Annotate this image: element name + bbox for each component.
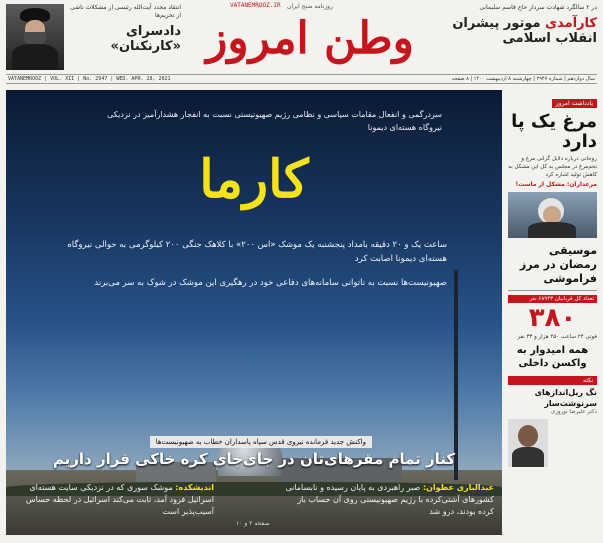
newspaper-logo: وطن امروز — [206, 13, 414, 64]
site-url[interactable]: VATANEMROOZ.IR — [230, 2, 281, 9]
note-tag: نکته — [508, 376, 597, 385]
poster-column-left[interactable] — [14, 482, 214, 518]
main-poster[interactable] — [6, 90, 502, 535]
reactor-chimney — [454, 270, 458, 480]
column-right-text: صبر راهبردی به پایان رسیده و نابسامانی کشورهای آشتی‌کرده با رژیم صهیونیستی روی آن حساب باز کرده بودند، درو شد — [285, 483, 494, 516]
masthead-logo-block — [190, 0, 430, 72]
poster-column-right[interactable] — [284, 482, 494, 518]
cleric-photo — [6, 4, 64, 70]
masthead — [0, 0, 603, 84]
note-headline[interactable]: نگ ریل‌اندازهای سرنوشت‌ساز — [534, 388, 597, 408]
masthead-right-story[interactable] — [437, 4, 597, 46]
sidebar-tag: یادداشت امروز — [552, 99, 597, 108]
vaccine-headline[interactable]: همه امیدوار به واکسن داخلی — [516, 345, 589, 369]
right-story-kicker: در ۲ سالگرد شهادت سردار حاج قاسم سلیمانی — [479, 4, 597, 11]
right-story-headline-2: انقلاب اسلامی — [502, 31, 597, 46]
dateline — [6, 74, 597, 84]
poster-title: کارما — [199, 149, 309, 210]
sidebar-big-headline[interactable]: مرغ یک پا دارد — [511, 111, 597, 152]
covid-count-tag: تعداد کل قربانیان ۶۸۹۴۳ نفر — [508, 295, 597, 303]
poster-body-1: ساعت یک و ۲۰ دقیقه بامداد پنجشنبه یک موشک «اس ۲۰۰» با کلاهک جنگی ۲۰۰ کیلوگرمی به حوالی نیروگاه هسته‌ای دیمونا اصابت کرد — [67, 240, 447, 264]
column-left-text: موشک سوری که در نزدیکی سایت هسته‌ای اسرائیل فرود آمد، ثابت می‌کند اسرائیل در لحظه حساس آسیب‌پذیر است — [25, 483, 214, 516]
right-story-headline-red: کارآمدی — [545, 16, 597, 31]
tagline: روزنامه صبح ایران — [287, 3, 333, 10]
dateline-fa: سال دوازدهم | شماره ۲۹۴۷ | چهارشنبه ۸ اردیبهشت ۱۴۰۰ | ۸ صفحه — [451, 76, 595, 82]
dateline-en: VATANEMROOZ | VOL. XII | No. 2947 | WED. APR. 28, 2021 — [8, 76, 171, 82]
covid-stat-1: فوتی ۲۴ ساعت ۲۵۰ هزار و ۳۳ نفر — [517, 334, 597, 340]
page-reference: صفحه ۲ و ۱۰ — [236, 520, 270, 527]
author-portrait — [508, 419, 548, 467]
main-headline-kicker: واکنش جدید فرمانده نیروی قدس سپاه پاسداران خطاب به صهیونیست‌ها — [150, 436, 372, 448]
covid-daily-number: ۳۸۰ — [528, 303, 577, 333]
main-headline[interactable]: کنار تمام مقرهای‌تان در جای‌جای کره خاکی قرار داریم — [52, 450, 456, 468]
masthead-left-story[interactable] — [6, 4, 181, 74]
poster-top-text: سردرگمی و انفعال مقامات سیاسی و نظامی رژیم صهیونیستی نسبت به انفجار هشدارآمیز در نزدیکی نیروگاه هسته‌ای دیمونا — [107, 110, 442, 132]
sidebar-red-text: مرغداران: مشکل از ماست! — [515, 181, 597, 188]
column-left-lead: اندیشکده: — [175, 483, 214, 492]
right-story-headline — [437, 16, 597, 31]
left-story-kicker: انتقاد مجدد آیت‌الله رئیسی از مشکلات ناشی از تحریم‌ها — [70, 4, 181, 19]
poster-body — [57, 238, 447, 300]
column-right-lead: عبدالباری عطوان: — [422, 483, 494, 492]
sidebar-small-text: روحانی درباره دلایل گرانی مرغ و تخم‌مرغ در مجلس به کل این مشکل به کاهش تولید اشاره کرد — [508, 156, 597, 178]
note-author: دکتر علیرضا نوروزی — [550, 409, 597, 415]
right-story-headline-rest: موتور پیشران — [452, 16, 541, 31]
sidebar-mid-headline[interactable]: موسیقی رمضان در مرز فراموشی — [519, 244, 597, 285]
sidebar — [508, 90, 597, 535]
left-story-headline: دادسرای «کارنکنان» — [110, 24, 181, 54]
rouhani-photo — [508, 192, 597, 238]
sidebar-divider — [508, 290, 597, 291]
poster-body-2: صهیونیست‌ها نسبت به ناتوانی سامانه‌های دفاعی خود در رهگیری این موشک در شوک به سر می‌برند — [94, 278, 447, 288]
